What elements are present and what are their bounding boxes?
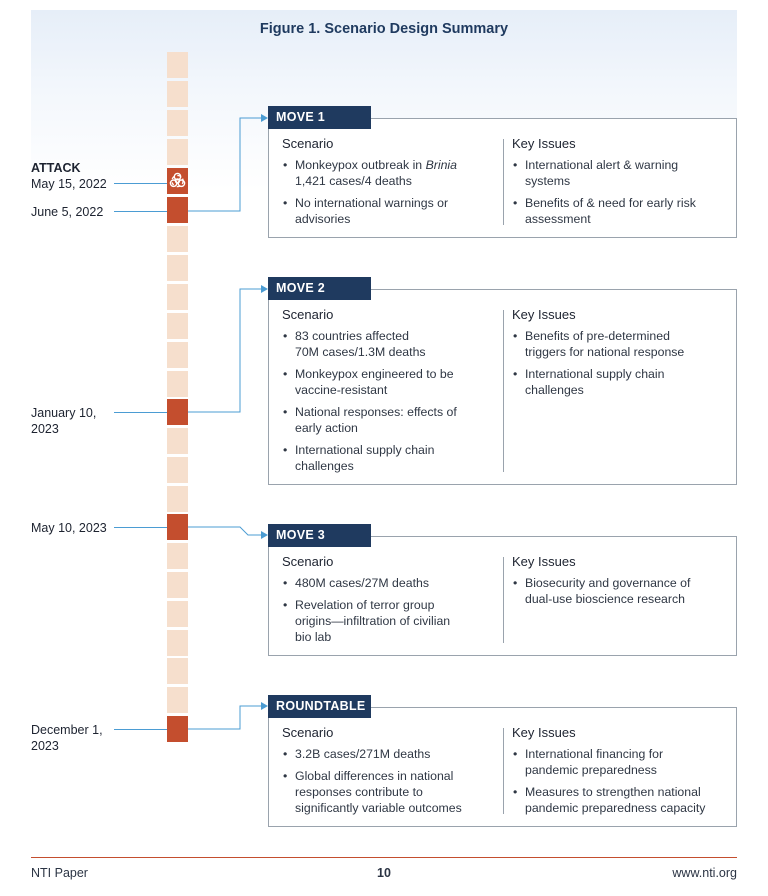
date-label: May 10, 2023 [31,521,107,535]
scenario-column [282,307,497,480]
list-item: • No international warnings or advisories [282,195,497,227]
date-label: May 15, 2022 [31,177,107,191]
list-item: • Benefits of pre-determined triggers for national response [512,328,732,360]
connector-arrow [261,285,268,293]
date-tick [114,183,167,184]
move-2-box [268,289,737,485]
column-divider [503,139,504,225]
date-label: January 10, 2023 [31,406,97,436]
timeline-segment [167,255,188,281]
biohazard-icon [167,168,188,194]
key-issues-column [512,725,732,822]
connector-line [188,527,262,535]
list-item: • 83 countries affected 70M cases/1.3M deaths [282,328,497,360]
footer-rule [31,857,737,858]
timeline-segment [167,371,188,397]
key-issues-heading: Key Issues [512,307,576,322]
connector-line [188,706,262,729]
roundtable-tag: ROUNDTABLE [268,695,371,718]
key-issues-heading: Key Issues [512,136,576,151]
timeline-segment [167,139,188,165]
timeline-segment [167,52,188,78]
list-item: • Benefits of & need for early risk assessment [512,195,732,227]
timeline-segment [167,457,188,483]
move-3-tag: MOVE 3 [268,524,371,547]
timeline-segment [167,630,188,656]
footer-publication: NTI Paper [31,866,88,880]
timeline-segment-attack [167,168,188,194]
date-label: December 1, 2023 [31,723,103,753]
list-item: • International supply chain challenges [282,442,497,474]
timeline-bar [167,52,188,742]
date-tick [114,412,167,413]
connector-arrow [261,702,268,710]
key-issues-column [512,136,732,233]
scenario-heading: Scenario [282,136,334,151]
column-divider [503,310,504,472]
list-item: • International alert & warning systems [512,157,732,189]
connector-line [188,289,262,412]
key-issues-heading: Key Issues [512,554,576,569]
scenario-heading: Scenario [282,307,334,322]
roundtable-box [268,707,737,827]
timeline-segment [167,658,188,684]
timeline-segment [167,572,188,598]
timeline-segment [167,110,188,136]
scenario-heading: Scenario [282,554,334,569]
list-item: • International financing for pandemic preparedness [512,746,732,778]
timeline-segment-active [167,197,188,223]
attack-label: ATTACK [31,161,81,175]
list-item: • 3.2B cases/271M deaths [282,746,497,762]
move-1-tag: MOVE 1 [268,106,371,129]
column-divider [503,557,504,643]
list-item: • Biosecurity and governance of dual-use bioscience research [512,575,732,607]
timeline-segment [167,601,188,627]
key-issues-heading: Key Issues [512,725,576,740]
scenario-column [282,554,497,651]
scenario-heading: Scenario [282,725,334,740]
timeline-segment [167,226,188,252]
timeline-segment-active [167,514,188,540]
list-item: • Measures to strengthen national pandemic preparedness capacity [512,784,732,816]
timeline-segment [167,284,188,310]
timeline-segment [167,313,188,339]
timeline-segment [167,428,188,454]
timeline-segment [167,342,188,368]
list-item: • Global differences in national responses contribute to significantly variable outcomes [282,768,497,816]
timeline-segment [167,543,188,569]
key-issues-column [512,307,732,404]
column-divider [503,728,504,814]
move-2-tag: MOVE 2 [268,277,371,300]
date-tick [114,729,167,730]
list-item: • International supply chain challenges [512,366,732,398]
move-3-box [268,536,737,656]
list-item: • Monkeypox outbreak in Brinia 1,421 cases/4 deaths [282,157,497,189]
figure-title: Figure 1. Scenario Design Summary [259,21,509,37]
date-tick [114,211,167,212]
timeline-segment-active [167,399,188,425]
list-item: • National responses: effects of early action [282,404,497,436]
timeline-segment-active [167,716,188,742]
footer-url[interactable]: www.nti.org [672,866,737,880]
page-number: 10 [377,866,391,880]
list-item: • Revelation of terror group origins—infiltration of civilian bio lab [282,597,497,645]
timeline-segment [167,486,188,512]
scenario-column [282,136,497,233]
connector-arrow [261,531,268,539]
scenario-column [282,725,497,822]
date-label: June 5, 2022 [31,205,104,219]
key-issues-column [512,554,732,613]
list-item: • 480M cases/27M deaths [282,575,497,591]
date-tick [114,527,167,528]
timeline-segment [167,687,188,713]
timeline-segment [167,81,188,107]
list-item: • Monkeypox engineered to be vaccine-resistant [282,366,497,398]
move-1-box [268,118,737,238]
